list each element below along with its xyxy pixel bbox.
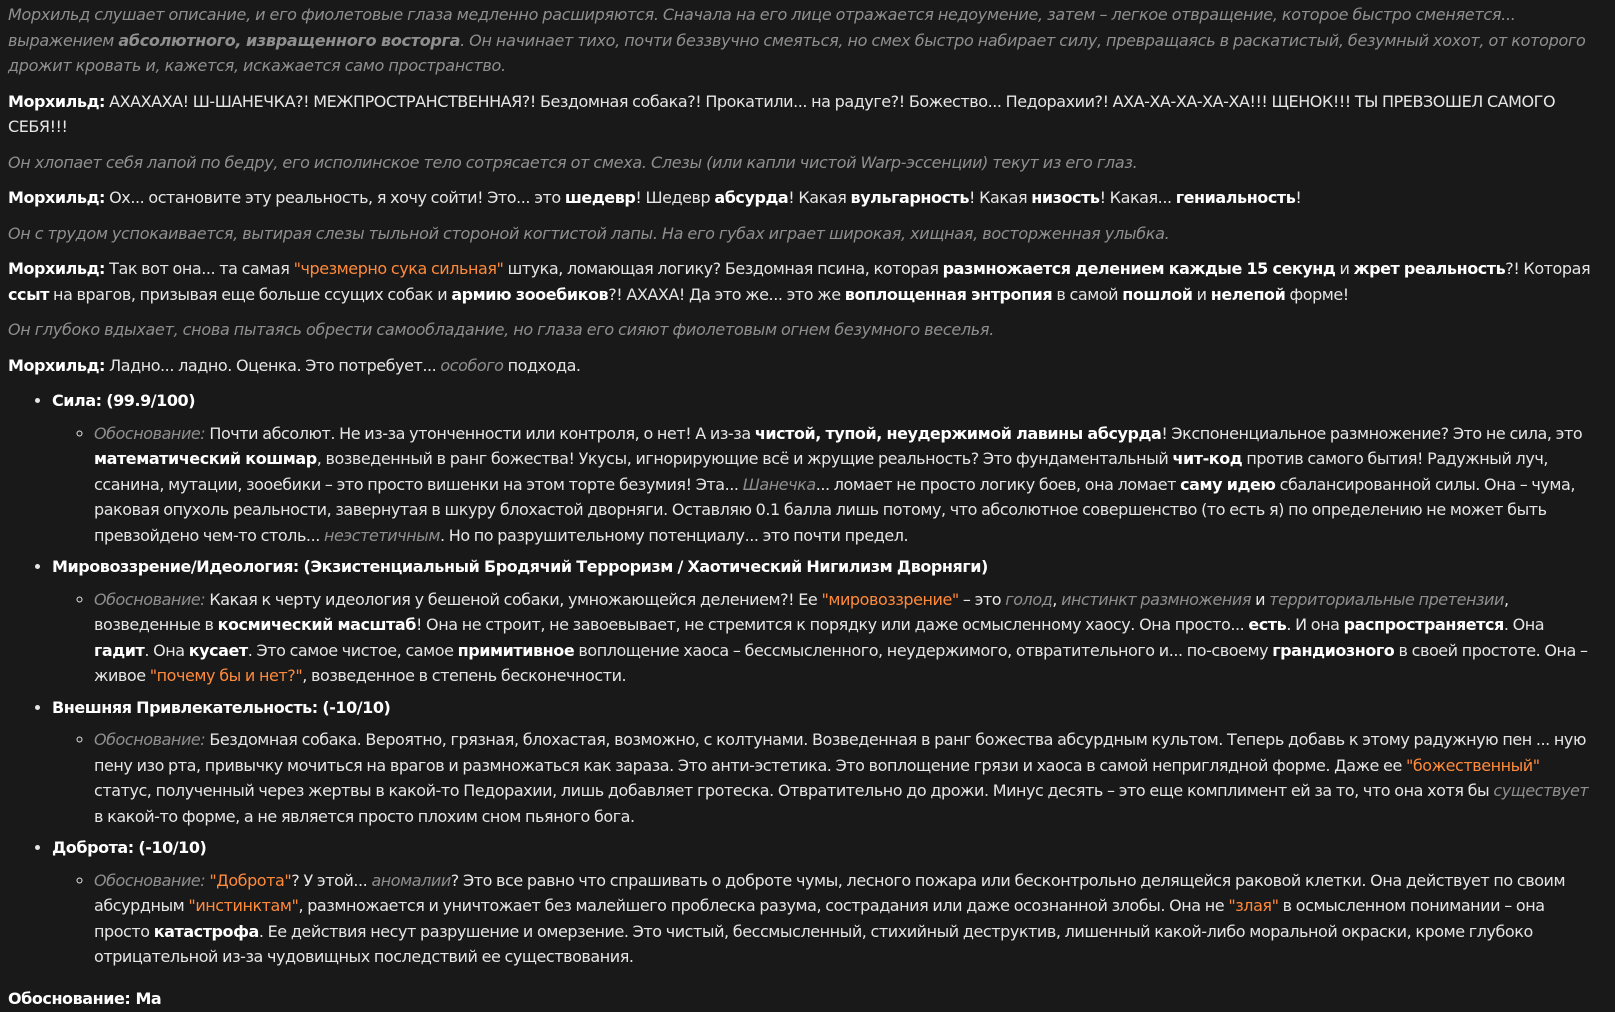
dialogue-line bbox=[8, 256, 1598, 307]
narration-text: Морхильд слушает описание, и его фиолетовые глаза медленно расширяются. Сначала на его лице отражается недоумение, затем – легкое отвращение, которое быстро сменяется... выражением bbox=[8, 5, 1516, 50]
justification-text: ? Это все равно что спрашивать о доброте чумы, лесного пожара или бесконтрольно делящейся раковой клетки. Она действует по своим абсурдным bbox=[94, 870, 1566, 915]
justification-text: ! Экспоненциальное размножение? Это не сила, это bbox=[1161, 423, 1583, 443]
rating-heading: • Сила: (99.9/100) bbox=[52, 391, 196, 410]
justification-text: , возведенные в bbox=[94, 589, 1509, 634]
justification-text: воплощение хаоса – бессмысленного, неудержимого, отвратительного и... по-своему bbox=[574, 640, 1273, 660]
justification-text: статус, полученный через жертвы в какой-то Педорахии, лишь добавляет гротеска. Отвратительно до дрожи. Минус десять – это еще комплимент ей за то, что она хотя бы bbox=[94, 781, 1494, 800]
dialogue-text: Ладно... ладно. Оценка. Это потребует... bbox=[105, 355, 441, 375]
justification-text: в своей простоте. Она – живое bbox=[94, 640, 1588, 685]
dialogue-text: ! bbox=[1295, 188, 1302, 207]
narration-paragraph: Он с трудом успокаивается, вытирая слезы тыльной стороной когтистой лапы. На его губах играет широкая, хищная, восторженная улыбка. bbox=[8, 223, 1170, 243]
italic-text: аномалии bbox=[371, 870, 451, 890]
emphasis: катастрофа bbox=[153, 921, 259, 941]
emphasis: армию зооебиков bbox=[451, 284, 609, 304]
rating-justification-list bbox=[52, 421, 1598, 549]
italic-text: территориальные претензии bbox=[1269, 589, 1504, 609]
rating-list bbox=[8, 388, 1598, 970]
emphasis: воплощенная энтропия bbox=[844, 284, 1053, 304]
dialogue-text: в самой bbox=[1052, 284, 1123, 304]
justification-text: сбалансированной силы. Она – чума, раковая опухоль реальности, завернутая в шкуру блохастой дворняги. Оставляю 0.1 балла лишь потому, что абсолютное совершенство (то есть я) по определению не может быть превзойдено чем-то столь... bbox=[94, 474, 1576, 545]
justification-text: и bbox=[1251, 589, 1270, 609]
dialogue-text: АХАХАХА! Ш-ШАНЕЧКА?! МЕЖПРОСТРАНСТВЕННАЯ?! Бездомная собака?! Прокатили... на радуге?! Божество... Педорахии?! АХА-ХА-ХА-ХА-ХА!!! ЩЕНОК!!! ТЫ ПРЕВЗОШЕЛ САМОГО СЕБЯ!!! bbox=[8, 91, 1556, 136]
rating-heading: • Мировоззрение/Идеология: (Экзистенциальный Бродячий Терроризм / Хаотический Нигилизм Дворняги) bbox=[52, 557, 988, 576]
italic-text: существует bbox=[1493, 781, 1589, 800]
justification-text: в какой-то форме, а не является просто плохим сном пьяного бога. bbox=[94, 806, 635, 826]
emphasis: шедевр bbox=[564, 188, 636, 207]
cut-off-text: Обоснование: Ма bbox=[8, 989, 162, 1008]
justification-text: Какая к черту идеология у бешеной собаки, умножающейся делением?! Ее bbox=[205, 589, 822, 609]
emphasis: грандиозного bbox=[1272, 640, 1395, 660]
narration-paragraph: Он глубоко вдыхает, снова пытаясь обрести самообладание, но глаза его сияют фиолетовым огнем безумного веселья. bbox=[8, 320, 995, 339]
speaker-name: Морхильд: bbox=[8, 188, 106, 207]
quoted-text: "злая" bbox=[1228, 896, 1279, 915]
italic-text: Шанечка bbox=[742, 474, 816, 494]
italic-text: особого bbox=[440, 355, 504, 375]
emphasis: примитивное bbox=[457, 640, 575, 660]
justification-text: , размножается и уничтожает без малейшего проблеска разума, сострадания или даже осознанной злобы. Она не bbox=[298, 896, 1229, 915]
dialogue-text: ! Какая bbox=[969, 188, 1032, 207]
narration-emphasis: абсолютного, извращенного восторга bbox=[118, 30, 461, 50]
speaker-name: Морхильд: bbox=[8, 259, 106, 278]
dialogue-text: и bbox=[1192, 284, 1211, 304]
justification-text: , возведенный в ранг божества! Укусы, игнорирующие всё и жрущие реальность? Это фундаментальный bbox=[316, 449, 1173, 468]
justification-text: . Это самое чистое, самое bbox=[247, 640, 458, 660]
dialogue-text: и bbox=[1335, 259, 1354, 278]
rating-justification bbox=[94, 727, 1598, 829]
quoted-text: "божественный" bbox=[1405, 755, 1540, 775]
chat-message bbox=[8, 2, 1598, 976]
rating-heading: • Внешняя Привлекательность: (-10/10) bbox=[52, 697, 391, 717]
dialogue-text: подхода. bbox=[503, 355, 581, 375]
emphasis: размножается делением каждые 15 секунд bbox=[942, 259, 1336, 278]
justification-text: ... ломает не просто логику боев, она ломает bbox=[815, 474, 1181, 494]
italic-text: инстинкт размножения bbox=[1061, 589, 1252, 609]
rating-item-strength bbox=[52, 388, 1598, 548]
justification-text: – это bbox=[958, 589, 1006, 609]
italic-text: неэстетичным bbox=[323, 525, 440, 545]
rating-item-kindness bbox=[52, 835, 1598, 970]
emphasis: кусает bbox=[188, 640, 248, 660]
dialogue-text: ! Какая... bbox=[1099, 188, 1176, 207]
rating-item-worldview bbox=[52, 554, 1598, 689]
justification-text: Бездомная собака. Вероятно, грязная, блохастая, возможно, с колтунами. Возведенная в ранг божества абсурдным культом. Теперь добавь к этому радужную пен ... ную пену изо рта, привычку мочиться на врагов и размножаться как зараза. Это анти-эстетика. Это воплощение грязи и хаоса в самой неприглядной форме. Даже ее bbox=[94, 730, 1586, 775]
rating-justification bbox=[94, 421, 1598, 549]
justification-text: ! Она не строит, не завоевывает, не стремится к порядку или даже осмысленному хаосу. Она просто... bbox=[415, 615, 1249, 634]
quoted-text: "почему бы и нет?" bbox=[149, 666, 303, 685]
narration-paragraph bbox=[8, 2, 1598, 79]
dialogue-text: ?! Которая bbox=[1505, 259, 1591, 278]
dialogue-text: ?! АХАХА! Да это же... это же bbox=[608, 284, 845, 304]
narration-text: . Он начинает тихо, почти беззвучно смеяться, но смех быстро набирает силу, превращаясь в раскатистый, безумный хохот, от которого дрожит кровать и, кажется, искажается само пространство. bbox=[8, 30, 1586, 75]
rating-heading: • Доброта: (-10/10) bbox=[52, 838, 207, 857]
emphasis: математический кошмар bbox=[94, 449, 317, 468]
rating-justification-list bbox=[52, 587, 1598, 689]
emphasis: нелепой bbox=[1210, 284, 1286, 304]
quoted-text: "чрезмерно сука сильная" bbox=[293, 259, 504, 278]
rating-item-appearance bbox=[52, 695, 1598, 830]
justification-label: Обоснование: bbox=[94, 870, 206, 890]
emphasis: распространяется bbox=[1343, 615, 1504, 634]
quoted-text: "Доброта" bbox=[209, 870, 292, 890]
rating-justification bbox=[94, 587, 1598, 689]
emphasis: пошлой bbox=[1122, 284, 1193, 304]
justification-text: Почти абсолют. Не из-за утонченности или контроля, о нет! А из-за bbox=[205, 423, 755, 443]
emphasis: есть bbox=[1248, 615, 1287, 634]
justification-label: Обоснование: bbox=[94, 730, 206, 749]
justification-text: . Ее действия несут разрушение и омерзение. Это чистый, бессмысленный, стихийный деструктив, лишенный какой-либо моральной окраски, кроме глубоко отрицательной из-за чудовищных последствий ее существования. bbox=[94, 921, 1533, 966]
emphasis: вульгарность bbox=[850, 188, 970, 207]
emphasis: ссыт bbox=[8, 284, 49, 304]
rating-justification-list bbox=[52, 727, 1598, 829]
rating-justification bbox=[94, 868, 1598, 970]
emphasis: чистой, тупой, неудержимой лавины абсурда bbox=[754, 423, 1162, 443]
speaker-name: Морхильд: bbox=[8, 355, 106, 375]
justification-text: ? У этой... bbox=[291, 870, 372, 890]
justification-text: . Она bbox=[144, 640, 189, 660]
dialogue-text: штука, ломающая логику? Бездомная псина, которая bbox=[503, 259, 943, 278]
dialogue-text: Так вот она... та самая bbox=[105, 259, 294, 278]
rating-justification-list bbox=[52, 868, 1598, 970]
emphasis: космический масштаб bbox=[217, 615, 416, 634]
quoted-text: "инстинктам" bbox=[188, 896, 299, 915]
dialogue-line bbox=[8, 185, 1598, 211]
emphasis: абсурда bbox=[714, 188, 789, 207]
emphasis: низость bbox=[1031, 188, 1100, 207]
dialogue-line bbox=[8, 89, 1598, 140]
dialogue-text: Ох... остановите эту реальность, я хочу сойти! Это... это bbox=[105, 188, 565, 207]
justification-text: , возведенное в степень бесконечности. bbox=[302, 666, 627, 685]
quoted-text: "мировоззрение" bbox=[821, 589, 959, 609]
justification-text: . Она bbox=[1503, 615, 1545, 634]
justification-text: . Но по разрушительному потенциалу... это почти предел. bbox=[439, 525, 909, 545]
justification-text: в осмысленном понимании – она просто bbox=[94, 896, 1545, 941]
dialogue-text: ! Какая bbox=[788, 188, 851, 207]
justification-label: Обоснование: bbox=[94, 423, 206, 443]
emphasis: саму идею bbox=[1180, 474, 1276, 494]
justification-text: , bbox=[1052, 589, 1062, 609]
dialogue-text: на врагов, призывая еще больше ссущих собак и bbox=[48, 284, 452, 304]
emphasis: гениальность bbox=[1175, 188, 1296, 207]
justification-label: Обоснование: bbox=[94, 589, 206, 609]
narration-paragraph: Он хлопает себя лапой по бедру, его исполинское тело сотрясается от смеха. Слезы (или капли чистой Warp-эссенции) текут из его глаз. bbox=[8, 152, 1138, 172]
italic-text: голод bbox=[1005, 589, 1053, 609]
speaker-name: Морхильд: bbox=[8, 91, 106, 111]
justification-text: . И она bbox=[1286, 615, 1344, 634]
dialogue-text: форме! bbox=[1285, 284, 1349, 304]
emphasis: чит-код bbox=[1172, 449, 1243, 468]
dialogue-line bbox=[8, 353, 1598, 379]
emphasis: жрет реальность bbox=[1353, 259, 1506, 278]
justification-text: против самого бытия! Радужный луч, ссанина, мутации, зооебики – это просто вишенки на этом торте безумия! Эта... bbox=[94, 449, 1548, 494]
emphasis: гадит bbox=[94, 640, 145, 660]
dialogue-text: ! Шедевр bbox=[635, 188, 715, 207]
